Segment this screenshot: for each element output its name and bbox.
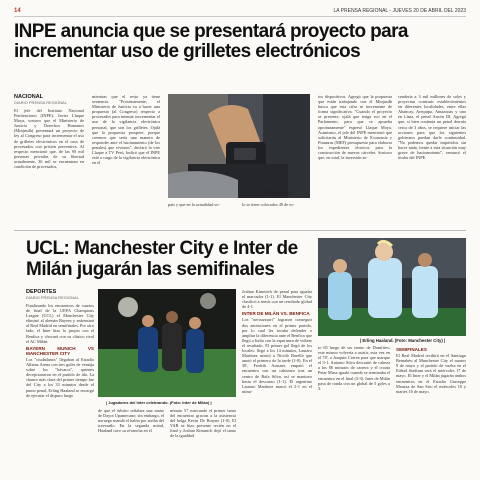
section-divider [14, 230, 466, 231]
article2-col2: de que el árbitro señalara una mano de Dayot Upamecano; sin embargo, el noruego mandó el balón por arriba del travesaño. En la segunda mitad, Haaland tuvo su revancha en el [98, 408, 164, 434]
article2-col5: to 65 luego de un centro de Dumfries; este mismo volvería a asistir, esta vez en el 78', a Joaquín Correa para que marque el 3-1. Antonio Silva descontó de cabeza a los 86 minutos de carrera y el croata Petar Musa igualó cuando se terminaba el encuentro en el final (3-3). Inter de Milán pasa de ronda con un global de 5 goles a 3. [318, 345, 390, 391]
article1-text1: El jefe del Instituto Nacional Penitenciario (INPE), Javier Llaque Moya, sostuvo que el Ministerio de Justicia y Derechos Humanos (Minjusdh) presentará un proyecto de ley al Congreso para incrementar el uso de grilletes electrónicos en el caso de procesados con prisión preventiva. Al respecto mencionó que, de las 90 mil personas privadas de su libertad actualmente, 36 mil se encuentran en condición de procesados, [14, 108, 84, 170]
article2-col4 [242, 289, 312, 475]
page-header [14, 6, 466, 17]
article2-subhead-inter: INTER DE MILÁN VS. BENFICA [242, 311, 310, 317]
article1-photo [168, 94, 310, 198]
article1-col6: cendería a 3 mil millones de soles y proyectan construir establecimientos en diferentes localidades, entre ellas Abancay, Arequipa, Amazonas y uno en Lima, el penal Ancón III. Agregó que, si bien continúa un penal derruía cerca de 3 años, se requiere iniciar las acciones para que los siguientes gobiernos puedan darle continuidad. "No podemos quedar impávidos sin hacer nada, frente a esta situación muy grave de hacinamiento", remarcó el titular del INPE. [398, 94, 466, 161]
article2-col6 [396, 345, 466, 473]
article2-inter-photo [98, 289, 236, 397]
article1-headline: INPE anuncia que se presentará proyecto para incrementar uso de grilletes electrónicos [14, 21, 408, 62]
article2-subhead-bayern: BAYERN MUNICH VS MANCHESTER CITY [26, 345, 94, 356]
article2-headline: UCL: Manchester City e Inter de Milán jugarán las semifinales [26, 238, 298, 280]
article1-col3: país y que en la actualidad so- [168, 202, 220, 207]
article2-inter-photo-caption: | Jugadores del Inter celebrando. (Foto: Inter de Milán) | [106, 400, 212, 405]
haaland-celebrating-illustration [318, 238, 466, 336]
article2-text6: El Real Madrid recibirá en el Santiago Bernabéu al Manchester City el martes 9 de mayo y el partido de vuelta en el Etihad Stadium será el miércoles 17 de mayo. El Inter y el Milán jugarán ambos encuentros en el Estadio Giuseppe Meazza de San Siro el miércoles 10 y martes 16 de mayo. [396, 353, 466, 394]
article2-text4b: Los "neroazzurri" lograron conseguir dos anotaciones en el primer partido, por lo cual les tocaba defender o ampliar la diferencia ante el Benfica que llegó a Italia con la esperanza de voltear el resultado. El primer gol llegó de los locales: llegó a los 14 minutos, Lautaro Martínez asistió a Nicolò Barella que anotó el primero de la tarde (1-0). En el 38', Fredrik Aursnes empató el encuentro con un cabezazo tras un centro de Rafa Silva, así se mantuvo hasta el descanso (1-1). El argentino Lautaro Martínez marcó el 2-1 en el minu- [242, 317, 312, 394]
article2-text1: Finalizando los encuentros de cuartos de final de la UEFA Champions League (UCL) el Manchester City eliminó al alemán Bayern y enfrentará al Real Madrid en semifinales. Por otro lado, el Inter hizo lo propio con el Benfica y chocará con su clásico rival el AC Milán. [26, 303, 94, 344]
page-number: 14 [14, 8, 21, 14]
article1-photo-caption: | Referencial. | [262, 190, 292, 195]
article2-text1b: Los "ciudadanos" llegaban al Estadio Allianz Arena con tres goles de ventaja sobre los "bávaros", quienes decepcionaron en el partido de ida. La chance más clara del primer tiempo fue del City a los 33 minutos desde el punto penal, Erling Haaland se encargó de ejecutar el disparo luego [26, 356, 94, 398]
article1-col2: mientras que el resto ya tiene sentencia. "Próximamente, el Ministerio de Justicia va a hacer una propuesta (al Congreso) respecto a procesados para intentar incrementar el uso de la vigilancia electrónica personal, que son los grilletes. Ojalá que la propuesta prospere, porque creemos que sería una manera de responder ante el hacinamiento (de los penales) que vivimos", declaró la vier Llaque a TV Perú. Indicó que el INPE está a cargo de la vigilancia electrónica en el [92, 94, 160, 166]
inter-players-illustration [98, 289, 236, 397]
publication-date: LA PRENSA REGIONAL - JUEVES 20 DE ABRIL DEL 2023 [333, 8, 466, 14]
article2-text4: Joshua Kimmich de penal para igualar el marcador (1-1). El Manchester City clasificó a semis con un resultado global de 4-1. [242, 289, 312, 310]
article2-subhead-semifinales: SEMIFINALES [396, 347, 427, 352]
article1-col4: lo se tiene colocados 49 de es- [242, 202, 295, 207]
article2-byline: DIARIO PRENSA REGIONAL [26, 295, 79, 300]
article1-section: NACIONAL [14, 94, 44, 100]
article2-haaland-photo-caption: | Erling Haaland. (Foto: Manchester City) | [360, 338, 446, 343]
article1-col1 [14, 94, 84, 234]
article2-haaland-photo [318, 238, 466, 336]
article2-col1 [26, 289, 94, 475]
article1-byline: DIARIO PRENSA REGIONAL [14, 100, 67, 105]
article2-col3: minuto 57 marcando el primer tanto del encuentro gracias a la asistencia del belga Kevin De Bruyne (1-0). El VAR se hizo presente recién en el final y Joshua Kimmich dejó el tanto de la igualdad [170, 408, 236, 439]
ankle-monitor-illustration [168, 94, 310, 198]
article2-section: DEPORTES [26, 289, 57, 295]
article1-col5: tos dispositivos. Agregó que la propuesta que están trabajando con el Minjusdh busca que esta cifra se incremente de forma significativa. "Cuando el proyecto se presente, ojalá que tenga eco en el Parlamento, para que se aprueba oportunamente" expresó Llaque Moya. Asimismo, el jefe del INPE mencionó que solicitarán al Ministerio de Economía y Finanzas (MEF) presupuesto para elaborar los expedientes técnicos para la construcción de nuevas cárceles. Sostuvo que, en total, la inversión as- [318, 94, 392, 161]
